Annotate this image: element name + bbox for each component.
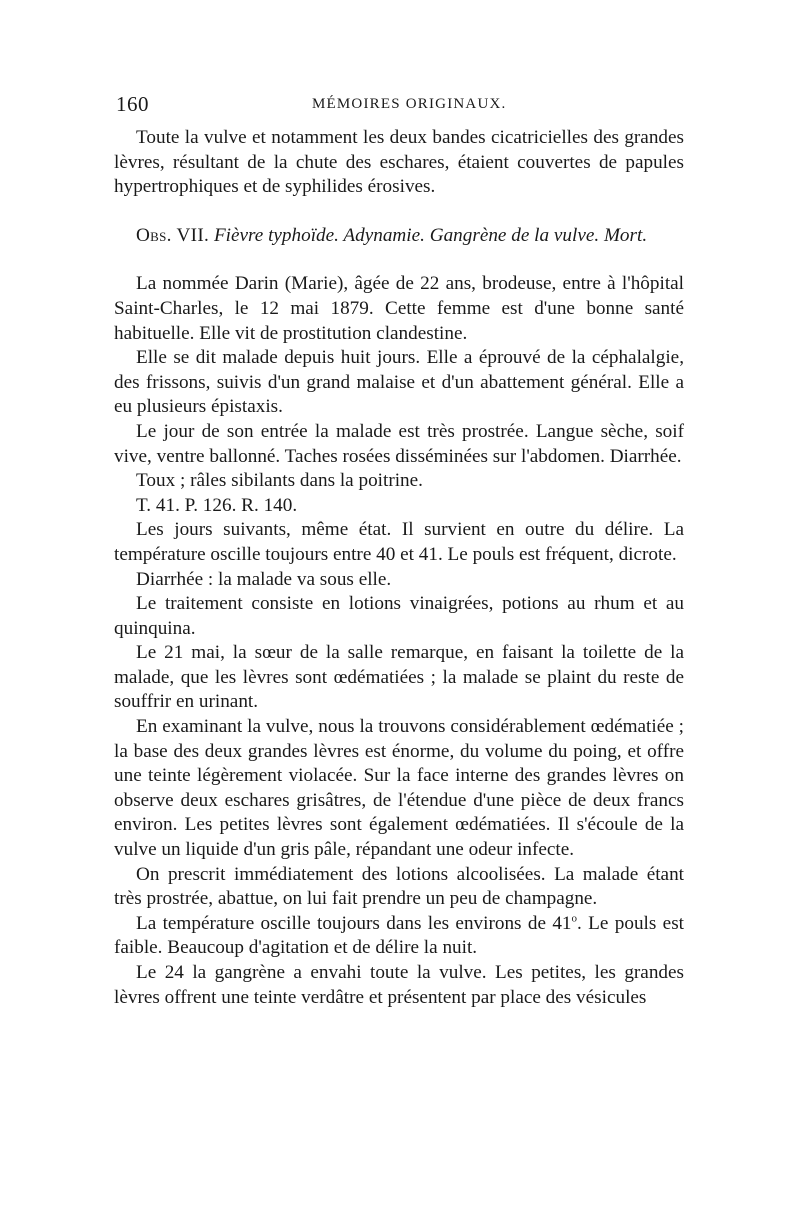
degree-mark: o — [571, 912, 578, 925]
case-report-body — [114, 272, 684, 1010]
last-paragraph: Le 24 la gangrène a envahi toute la vulve. Les petites, les grandes lèvres offrent une teinte verdâtre et présentent par place des vésicules — [114, 962, 684, 1008]
paragraph: Le jour de son entrée la malade est très prostrée. Langue sèche, soif vive, ventre ballonné. Taches rosées disséminées sur l'abdomen. Diarrhée. — [114, 420, 684, 467]
running-title: MÉMOIRES ORIGINAUX. — [312, 96, 507, 112]
paragraph: Le traitement consiste en lotions vinaigrées, potions au rhum et au quinquina. — [114, 593, 684, 639]
paragraph: On prescrit immédiatement des lotions alcoolisées. La malade étant très prostrée, abattue, on lui fait prendre un peu de champagne. — [114, 863, 684, 910]
paragraph: T. 41. P. 126. R. 140. — [136, 494, 298, 516]
paragraph: Diarrhée : la malade va sous elle. — [136, 568, 392, 590]
paragraph: En examinant la vulve, nous la trouvons considérablement œdématiée ; la base des deux grandes lèvres est énorme, du volume du poing, et offre une teinte légèrement violacée. Sur la face interne des grandes lèvres on observe deux eschares grisâtres, de l'étendue d'une pièce de deux francs environ. Les petites lèvres sont également œdématiées. Il s'écoule de la vulve un liquide d'un gris pâle, répandant une odeur infecte. — [114, 716, 684, 861]
temperature-text-before: La température oscille toujours dans les environs de 41 — [136, 912, 572, 934]
paragraph: Les jours suivants, même état. Il survient en outre du délire. La température oscille toujours entre 40 et 41. Le pouls est fréquent, dicrote. — [114, 519, 684, 565]
paragraph: Toux ; râles sibilants dans la poitrine. — [136, 470, 423, 492]
running-head — [114, 92, 684, 126]
temperature-text-after: . Le pouls est faible. Beaucoup d'agitation et de délire la nuit. — [114, 912, 684, 959]
temperature-paragraph — [114, 912, 684, 961]
observation-heading — [136, 224, 684, 249]
intro-paragraph: Toute la vulve et notamment les deux bandes cicatricielles des grandes lèvres, résultant de la chute des eschares, étaient couvertes de papules hypertrophiques et de syphilides érosives. — [114, 127, 684, 198]
paragraph: Elle se dit malade depuis huit jours. Elle a éprouvé de la céphalalgie, des frissons, suivis d'un grand malaise et d'un abattement général. Elle a eu plusieurs épistaxis. — [114, 347, 684, 418]
paragraph: Le 21 mai, la sœur de la salle remarque, en faisant la toilette de la malade, que les lèvres sont œdématiées ; la malade se plaint du reste de souffrir en urinant. — [114, 642, 684, 713]
page-number: 160 — [116, 92, 149, 116]
paragraph: La nommée Darin (Marie), âgée de 22 ans, brodeuse, entre à l'hôpital Saint-Charles, le 12 mai 1879. Cette femme est d'une bonne santé habituelle. Elle vit de prostitution clandestine. — [114, 273, 684, 344]
observation-title: Fièvre typhoïde. Adynamie. Gangrène de la vulve. Mort. — [213, 224, 648, 246]
observation-label: Obs. VII. — [136, 224, 210, 246]
book-page — [114, 92, 684, 1010]
